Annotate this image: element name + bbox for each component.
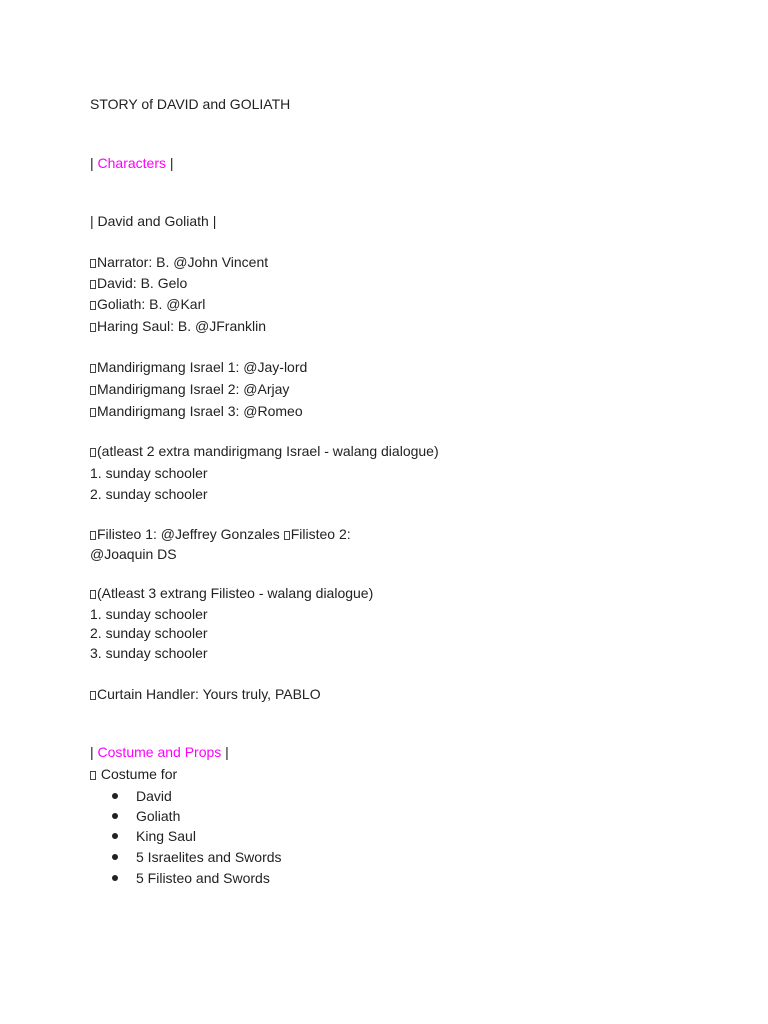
bullet-icon [112, 854, 118, 860]
filisteo-extras-note: (Atleast 3 extrang Filisteo - walang dialogue) [90, 584, 373, 602]
costume-heading [90, 743, 229, 761]
missing-glyph-icon [90, 771, 96, 780]
israel-soldier-line: Mandirigmang Israel 3: @Romeo [90, 402, 303, 420]
missing-glyph-icon [90, 364, 96, 373]
cast-line: Narrator: B. @John Vincent [90, 253, 268, 271]
list-item: Goliath [112, 807, 118, 825]
bullet-icon [112, 793, 118, 799]
cast-line: Haring Saul: B. @JFranklin [90, 317, 266, 335]
bullet-icon [112, 875, 118, 881]
missing-glyph-icon [90, 448, 96, 457]
missing-glyph-icon [90, 408, 96, 417]
missing-glyph-icon [90, 386, 96, 395]
filisteo-line: Filisteo 1: @Jeffrey Gonzales Filisteo 2: [90, 525, 351, 543]
heading-suffix: | [221, 744, 229, 760]
list-item: 3. sunday schooler [90, 645, 208, 661]
list-item: 5 Israelites and Swords [112, 848, 118, 866]
israel-soldier-line: Mandirigmang Israel 2: @Arjay [90, 380, 289, 398]
israel-extras-note: (atleast 2 extra mandirigmang Israel - walang dialogue) [90, 442, 439, 460]
list-item: 1. sunday schooler [90, 465, 208, 481]
list-item: King Saul [112, 827, 118, 845]
heading-prefix: | [90, 744, 98, 760]
missing-glyph-icon [284, 531, 290, 540]
missing-glyph-icon [90, 301, 96, 310]
document-title: STORY of DAVID and GOLIATH [90, 96, 291, 112]
list-item: David [112, 787, 118, 805]
filisteo-line: @Joaquin DS [90, 546, 177, 562]
curtain-line: Curtain Handler: Yours truly, PABLO [90, 685, 321, 703]
missing-glyph-icon [90, 691, 96, 700]
list-item: 1. sunday schooler [90, 606, 208, 622]
cast-line: Goliath: B. @Karl [90, 295, 205, 313]
bullet-icon [112, 813, 118, 819]
missing-glyph-icon [90, 280, 96, 289]
heading-suffix: | [166, 155, 174, 171]
israel-soldier-line: Mandirigmang Israel 1: @Jay-lord [90, 358, 307, 376]
david-goliath-heading: | David and Goliath | [90, 213, 217, 229]
list-item: 5 Filisteo and Swords [112, 869, 118, 887]
characters-heading [90, 154, 174, 172]
characters-heading-label: Characters [97, 155, 166, 171]
heading-prefix: | [90, 155, 98, 171]
missing-glyph-icon [90, 259, 96, 268]
missing-glyph-icon [90, 531, 96, 540]
costume-heading-label: Costume and Props [97, 744, 222, 760]
missing-glyph-icon [90, 323, 96, 332]
missing-glyph-icon [90, 590, 96, 599]
bullet-icon [112, 833, 118, 839]
list-item: 2. sunday schooler [90, 625, 208, 641]
list-item: 2. sunday schooler [90, 486, 208, 502]
costume-intro: Costume for [90, 765, 177, 783]
cast-line: David: B. Gelo [90, 274, 187, 292]
